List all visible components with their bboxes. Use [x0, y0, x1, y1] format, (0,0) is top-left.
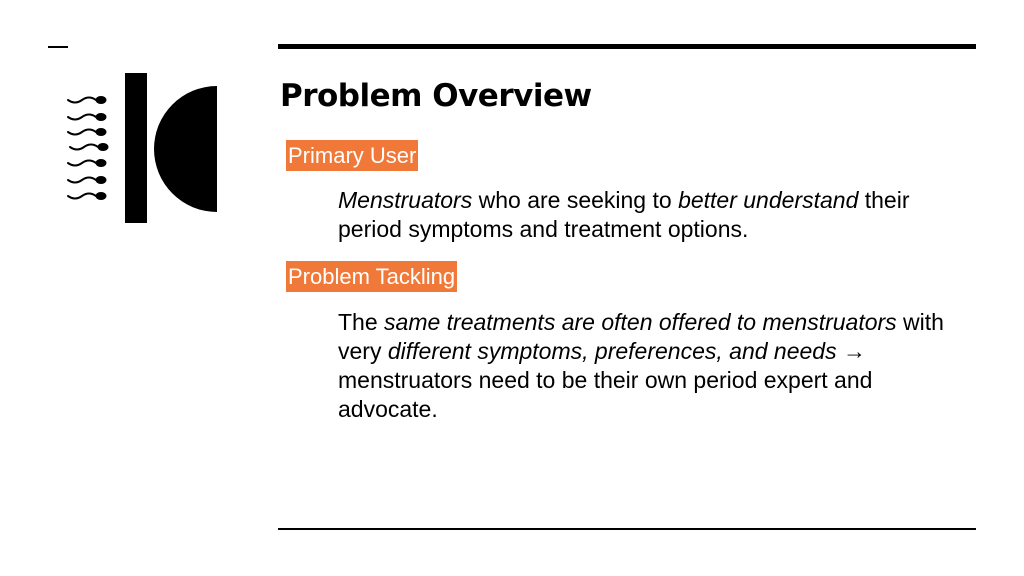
- sperm-barrier-egg-icon: [62, 70, 222, 230]
- body-text: their period symptoms and treatment options.: [338, 187, 910, 242]
- corner-dash: [48, 46, 68, 48]
- sperm-tail: [68, 178, 96, 183]
- section-label-problem-tackling: Problem Tackling: [286, 261, 457, 292]
- sperm-head: [96, 113, 107, 121]
- sperm-tail: [68, 115, 96, 120]
- sperm-tail: [68, 130, 96, 135]
- barrier-bar: [125, 73, 147, 223]
- logo-svg: [62, 70, 222, 226]
- sperm-head: [96, 159, 107, 167]
- sperm-head: [96, 176, 107, 184]
- body-text: who are seeking to: [472, 187, 679, 213]
- sperm-tail: [68, 161, 96, 166]
- section-label-primary-user: Primary User: [286, 140, 418, 171]
- sperm-head: [96, 128, 107, 136]
- sperm-head: [96, 96, 107, 104]
- sperm-tail: [70, 145, 98, 150]
- section-paragraph-problem-tackling: [338, 308, 968, 424]
- sperm-head: [98, 143, 109, 151]
- slide-title: Problem Overview: [280, 78, 592, 114]
- emphasis-text: different symptoms, preferences, and needs: [387, 338, 837, 364]
- sperm-tail: [68, 98, 96, 103]
- body-text: → menstruators need to be their own period expert and advocate.: [338, 338, 873, 422]
- section-paragraph-primary-user: [338, 186, 968, 244]
- egg-half-circle: [154, 86, 217, 212]
- sperm-head: [96, 192, 107, 200]
- bottom-rule: [278, 528, 976, 530]
- sperm-tail: [68, 194, 96, 199]
- emphasis-text: better understand: [678, 187, 859, 213]
- emphasis-text: Menstruators: [338, 187, 473, 213]
- emphasis-text: same treatments are often offered to menstruators: [384, 309, 897, 335]
- top-rule: [278, 44, 976, 49]
- body-text: with very: [338, 309, 944, 364]
- body-text: The: [338, 309, 385, 335]
